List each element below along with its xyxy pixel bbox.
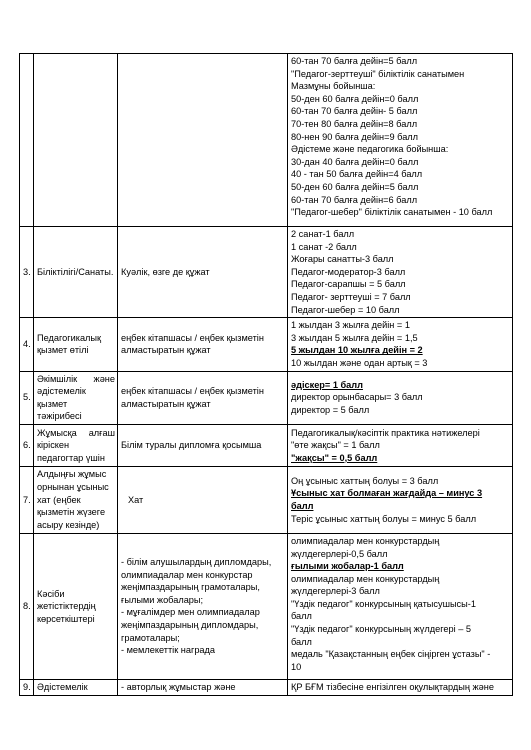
row-number-cell [20, 466, 34, 533]
score-cell [288, 424, 513, 466]
score-line: жүлдегерлері-0,5 балл [291, 548, 388, 559]
score-line: 60-тан 70 балға дейін=5 балл [291, 56, 418, 66]
score-line: Әдістеме және педагогика бойынша: [291, 144, 449, 155]
document-text: жеңімпаздарының дипломдары, [121, 620, 259, 630]
document-text: - мұғалімдер мен олимпиадалар [121, 607, 260, 618]
row-number: 9. [23, 681, 31, 692]
score-line: 60-тан 70 балға дейін=6 балл [291, 194, 418, 205]
document-text: ғылыми жобалары; [121, 594, 204, 605]
row-number-cell [20, 54, 34, 227]
document-cell [118, 533, 288, 679]
table-row [20, 466, 513, 533]
criterion-text: хат (еңбек [37, 494, 81, 505]
row-number: 6. [23, 440, 31, 451]
score-line: 1 жылдан 3 жылға дейін = 1 [291, 320, 410, 331]
document-cell [118, 371, 288, 424]
row-number-cell [20, 533, 34, 679]
criterion-text: тәжірибесі [37, 411, 82, 422]
row-number-cell [20, 424, 34, 466]
criterion-text: жетістіктердің [37, 601, 96, 612]
score-line: 40 - тан 50 балға дейін=4 балл [291, 169, 423, 180]
score-line: 10 [291, 661, 302, 672]
score-line: Педагог-сарапшы = 5 балл [291, 279, 406, 290]
table-row [20, 54, 513, 227]
score-line: 50-ден 60 балға дейін=5 балл [291, 181, 419, 192]
criterion-cell [34, 466, 118, 533]
score-line: олимпиадалар мен конкурстардың [291, 535, 440, 546]
document-text: алмастыратын құжат [121, 345, 211, 356]
row-number: 8. [23, 601, 31, 612]
score-line: Ұсыныс хат болмаған жағдайда – минус 3 [291, 488, 483, 499]
document-cell [118, 424, 288, 466]
score-cell [288, 533, 513, 679]
document-cell [118, 54, 288, 227]
score-line: Оң ұсыныс хаттың болуы = 3 балл [291, 475, 439, 486]
score-line: Педагог-шебер = 10 балл [291, 304, 400, 315]
document-text: Хат [128, 494, 144, 505]
score-line: жүлдегерлері-3 балл [291, 586, 380, 597]
score-line: Педагог-модератор-3 балл [291, 266, 406, 277]
score-line: 10 жылдан және одан артық = 3 [291, 357, 428, 368]
score-line: Педагогикалық/кәсіптік практика нәтижелері [291, 427, 480, 438]
criterion-text: Әдістемелік [37, 681, 88, 692]
criterion-cell [34, 679, 118, 695]
document-text: еңбек кітапшасы / еңбек қызметін [121, 332, 264, 343]
score-cell [288, 466, 513, 533]
document-text: грамоталары; [121, 632, 180, 643]
criterion-text: әдістемелік [37, 386, 86, 397]
document-text: олимпиадалар мен конкурстар [121, 569, 253, 580]
score-line: балл [291, 636, 312, 647]
table-row [20, 371, 513, 424]
score-line: директор = 5 балл [291, 405, 370, 416]
score-line: 70-тен 80 балға дейін=8 балл [291, 118, 418, 129]
document-text: Куәлік, өзге де құжат [121, 266, 210, 277]
table-row [20, 424, 513, 466]
criterion-text: көрсеткіштері [37, 613, 95, 624]
criterion-text: кіріскен [37, 440, 70, 451]
score-line: "Үздік педагог" конкурсының қатысушысы-1 [291, 598, 476, 609]
criterion-text: орнынан ұсыныс [37, 482, 109, 493]
document-text: жеңімпаздарының грамоталары, [121, 582, 260, 593]
row-number: 7. [23, 494, 31, 505]
criterion-cell [34, 227, 118, 318]
document-text: еңбек кітапшасы / еңбек қызметін [121, 386, 264, 397]
score-line: "өте жақсы" = 1 балл [291, 440, 380, 451]
score-line: ҚР БҒМ тізбесіне енгізілген оқулықтардың және [291, 681, 494, 692]
score-line: 50-ден 60 балға дейін=0 балл [291, 93, 419, 104]
criterion-cell [34, 533, 118, 679]
score-line: 5 жылдан 10 жылға дейін = 2 [291, 345, 423, 356]
document-cell [118, 318, 288, 371]
score-cell [288, 227, 513, 318]
score-line: ғылыми жобалар-1 балл [291, 561, 404, 572]
criterion-cell [34, 54, 118, 227]
criterion-text: Жұмысқа алғаш [37, 427, 115, 438]
score-line: "жақсы" = 0,5 балл [291, 452, 378, 463]
criterion-text: Алдыңғы жұмыс [37, 469, 107, 480]
document-cell [118, 227, 288, 318]
score-line: 30-дан 40 балға дейін=0 балл [291, 156, 419, 167]
row-number-cell [20, 679, 34, 695]
row-number: 4. [23, 339, 31, 350]
score-cell [288, 54, 513, 227]
criterion-text: Біліктілігі/Санаты. [37, 266, 114, 277]
score-line: директор орынбасары= 3 балл [291, 392, 423, 403]
criteria-table [19, 53, 513, 696]
table-row [20, 679, 513, 695]
score-line: балл [291, 500, 314, 511]
document-text: алмастыратын құжат [121, 398, 211, 409]
table-row [20, 318, 513, 371]
criterion-text: Әкімшілік және [37, 373, 115, 384]
document-text: Білім туралы дипломға қосымша [121, 440, 262, 451]
document-text: - авторлық жұмыстар және [121, 681, 236, 692]
table-row [20, 227, 513, 318]
score-line: 3 жылдан 5 жылға дейін = 1,5 [291, 332, 418, 343]
score-line: балл [291, 611, 312, 622]
score-line: Теріс ұсыныс хаттың болуы = минус 5 балл [291, 513, 477, 524]
score-cell [288, 371, 513, 424]
score-line: 80-нен 90 балға дейін=9 балл [291, 131, 419, 142]
criterion-text: Педагогикалық [37, 332, 102, 343]
criterion-text: асыру кезінде) [37, 519, 100, 530]
score-line: 2 санат-1 балл [291, 229, 355, 239]
document-text: - мемлекеттік награда [121, 645, 216, 656]
criterion-text: қызмет өтілі [37, 345, 89, 356]
score-line: 60-тан 70 балға дейін- 5 балл [291, 106, 418, 117]
score-cell [288, 318, 513, 371]
criterion-text: қызметін жүзеге [37, 507, 106, 518]
table-row [20, 533, 513, 679]
criterion-text: педагогтар үшін [37, 452, 105, 463]
score-line: "Педагог-зерттеуші" біліктілік санатымен [291, 68, 465, 79]
score-line: Мазмұны бойынша: [291, 81, 376, 92]
row-number-cell [20, 227, 34, 318]
criteria-table-body [20, 54, 513, 696]
row-number-cell [20, 318, 34, 371]
score-line: 1 санат -2 балл [291, 241, 357, 252]
score-line: "Үздік педагог" конкурсының жүлдегері – 5 [291, 624, 471, 635]
score-line: әдіскер= 1 балл [291, 379, 363, 390]
score-line: Педагог- зерттеуші = 7 балл [291, 291, 411, 302]
score-line: медаль "Қазақстанның еңбек сіңірген ұстазы" - [291, 649, 491, 660]
criterion-text: Кәсіби [37, 588, 65, 599]
document-text: - білім алушылардың дипломдары, [121, 557, 272, 568]
row-number: 3. [23, 266, 31, 277]
criterion-cell [34, 424, 118, 466]
row-number: 5. [23, 392, 31, 403]
score-line: Жоғары санатты-3 балл [291, 254, 394, 265]
criterion-cell [34, 318, 118, 371]
criterion-text: қызмет [37, 398, 68, 409]
row-number-cell [20, 371, 34, 424]
score-line: олимпиадалар мен конкурстардың [291, 573, 440, 584]
score-line: "Педагог-шебер" біліктілік санатымен - 10 балл [291, 207, 493, 218]
criterion-cell [34, 371, 118, 424]
score-cell [288, 679, 513, 695]
document-cell [118, 466, 288, 533]
document-cell [118, 679, 288, 695]
